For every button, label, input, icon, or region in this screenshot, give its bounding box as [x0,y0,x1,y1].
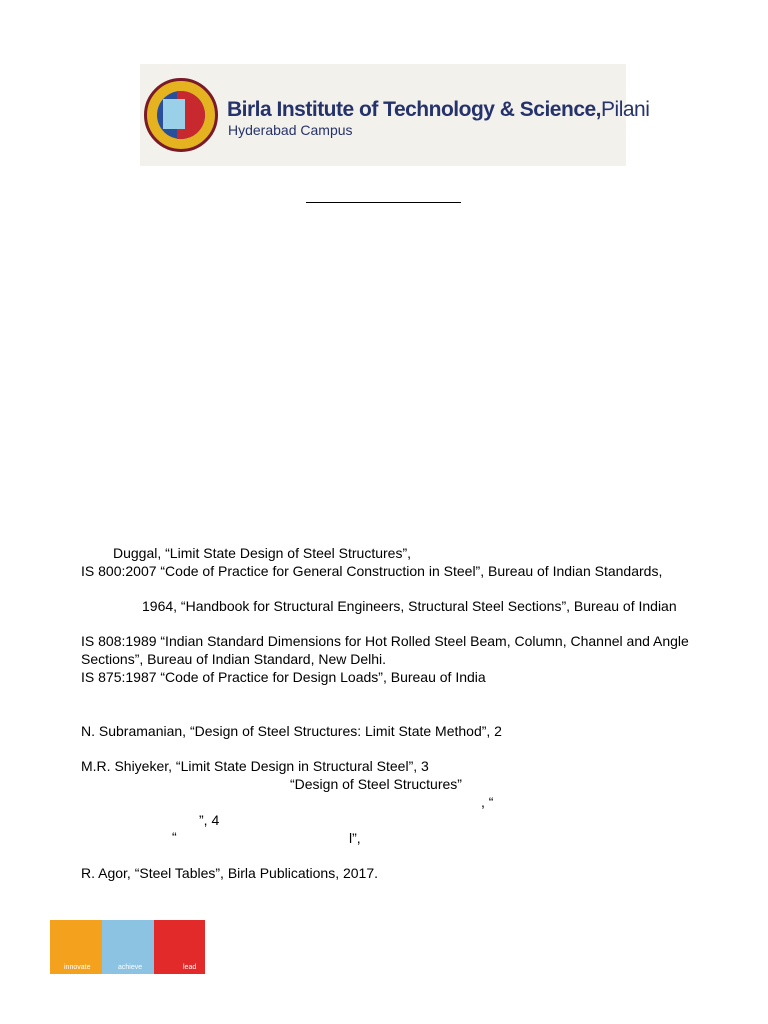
reference-line: R. Agor, “Steel Tables”, Birla Publications, 2017. [81,865,379,881]
institute-name: Birla Institute of Technology & Science,Pilani [227,98,650,121]
reference-line: “Design of Steel Structures” [290,776,462,792]
reference-line: , “ [481,794,494,810]
footer-word-innovate: innovate [64,964,91,971]
reference-line: N. Subramanian, “Design of Steel Structures: Limit State Method”, 2 [81,723,502,739]
reference-line: M.R. Shiyeker, “Limit State Design in Structural Steel”, 3 [81,758,429,774]
campus-name: Hyderabad Campus [228,122,353,138]
bits-logo [140,64,650,166]
footer-logo [50,920,205,974]
reference-line: IS 800:2007 “Code of Practice for General Construction in Steel”, Bureau of Indian Standards, [81,563,663,579]
reference-line: 1964, “Handbook for Structural Engineers, Structural Steel Sections”, Bureau of Indian [142,598,677,614]
reference-line: Duggal, “Limit State Design of Steel Structures”, [113,545,412,561]
institute-seal-icon [144,78,218,152]
footer-word-lead: lead [183,964,197,971]
reference-line: Sections”, Bureau of Indian Standard, New Delhi. [81,651,387,667]
reference-line: IS 875:1987 “Code of Practice for Design Loads”, Bureau of India [81,669,486,685]
reference-line: ”, 4 [199,812,220,828]
footer-word-achieve: achieve [118,964,143,971]
reference-line: l”, [349,830,361,846]
reference-line: “ [172,829,177,845]
reference-line: IS 808:1989 “Indian Standard Dimensions for Hot Rolled Steel Beam, Column, Channel and Angle [81,633,689,649]
title-underline [306,202,461,203]
